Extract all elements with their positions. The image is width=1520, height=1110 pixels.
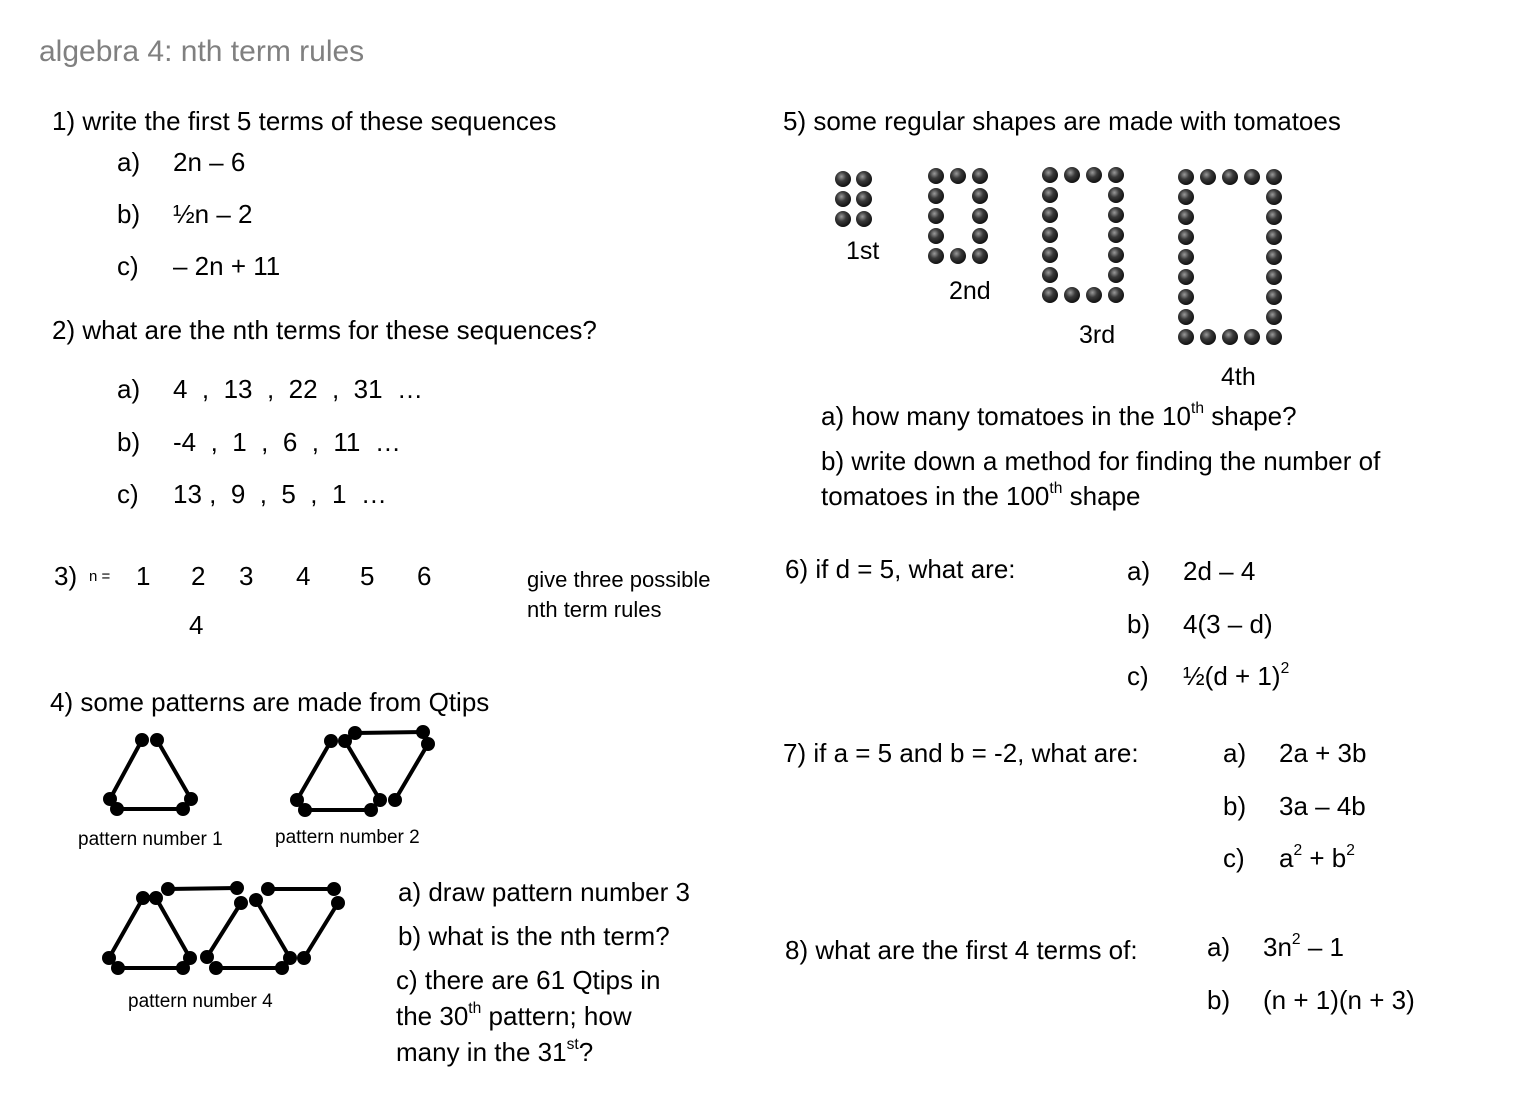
tomato: [1064, 167, 1080, 183]
tomato: [856, 211, 872, 227]
tomato: [1108, 287, 1124, 303]
q7-item-c: c) $a^2 + b^2$: [1223, 842, 1355, 873]
q5-prompt: 5) some regular shapes are made with tomatoes: [783, 106, 1341, 136]
tomato: [1178, 209, 1194, 225]
tomato: [856, 191, 872, 207]
q4-part-c: c) there are 61 Qtips in: [396, 965, 661, 995]
tomato: [856, 171, 872, 187]
q6-item-a: a) 2d – 4: [1127, 556, 1256, 586]
q1-item-a: a) 2n – 6: [117, 147, 246, 177]
pattern-label: pattern number 4: [128, 991, 273, 1012]
tomato: [950, 168, 966, 184]
tomato: [1244, 169, 1260, 185]
pattern-label: pattern number 2: [275, 827, 420, 848]
tomato: [1042, 167, 1058, 183]
tomato: [835, 191, 851, 207]
q8-item-b: b) (n + 1)(n + 3): [1207, 985, 1415, 1015]
tomato: [1200, 329, 1216, 345]
q2-prompt: 2) what are the nth terms for these sequences?: [52, 315, 597, 345]
tomato: [1266, 249, 1282, 265]
pattern-label: pattern number 1: [78, 829, 223, 850]
q3-n-value: 4: [296, 561, 311, 591]
tomato: [1266, 169, 1282, 185]
q3-n-value: 6: [417, 561, 432, 591]
tomato: [928, 168, 944, 184]
tomato: [1178, 229, 1194, 245]
tomato: [928, 188, 944, 204]
tomato: [972, 248, 988, 264]
q3-n-label: n =: [89, 568, 111, 585]
q5-part-b: b) write down a method for finding the number of: [821, 446, 1381, 476]
tomato: [928, 248, 944, 264]
q3-n-value: 2: [191, 561, 206, 591]
tomato: [1108, 267, 1124, 283]
q6-item-b: b) 4(3 – d): [1127, 609, 1273, 639]
tomato: [1042, 267, 1058, 283]
q6-prompt: 6) if d = 5, what are:: [785, 554, 1016, 584]
tomato: [972, 228, 988, 244]
q4-prompt: 4) some patterns are made from Qtips: [50, 687, 490, 717]
tomato: [1222, 169, 1238, 185]
tomato: [1042, 207, 1058, 223]
tomato: [1178, 329, 1194, 345]
q6-item-c: c) ½(d + 1)$^2$: [1127, 660, 1290, 691]
q8-prompt: 8) what are the first 4 terms of:: [785, 935, 1138, 965]
tomato: [1042, 247, 1058, 263]
tomato: [1266, 269, 1282, 285]
q7-item-a: a) 2a + 3b: [1223, 738, 1367, 768]
q3-instruction: give three possible: [527, 567, 711, 592]
tomato: [972, 188, 988, 204]
q2-item-a: a) 4 , 13 , 22 , 31 …: [117, 374, 424, 404]
tomato: [1108, 227, 1124, 243]
tomato: [1042, 187, 1058, 203]
tomato: [1178, 249, 1194, 265]
tomato: [835, 211, 851, 227]
q3-n-value: 1: [136, 561, 151, 591]
tomato: [1086, 287, 1102, 303]
shape-label: 1st: [846, 237, 880, 265]
tomato: [1200, 169, 1216, 185]
tomato: [1178, 309, 1194, 325]
tomato: [1266, 189, 1282, 205]
tomato: [1178, 169, 1194, 185]
q4-part-b: b) what is the nth term?: [398, 921, 670, 951]
tomato: [1222, 329, 1238, 345]
tomato: [1108, 167, 1124, 183]
q4-part-c: many in the 31st?: [396, 1036, 594, 1067]
shape-label: 3rd: [1079, 321, 1116, 349]
q3-instruction: nth term rules: [527, 597, 662, 622]
tomato: [928, 208, 944, 224]
tomato: [1266, 229, 1282, 245]
tomato: [1266, 309, 1282, 325]
tomato: [1108, 207, 1124, 223]
q3-n-value: 3: [239, 561, 254, 591]
q4-part-a: a) draw pattern number 3: [398, 877, 690, 907]
q7-prompt: 7) if a = 5 and b = -2, what are:: [783, 738, 1139, 768]
tomato: [972, 208, 988, 224]
q7-item-b: b) 3a – 4b: [1223, 791, 1366, 821]
tomato: [1266, 289, 1282, 305]
q3-n-value: 5: [360, 561, 375, 591]
q3-number: 3): [54, 561, 78, 591]
q5-part-a: a) how many tomatoes in the 10th shape?: [821, 400, 1297, 431]
q3-term-value: 4: [189, 610, 204, 640]
tomato: [1266, 209, 1282, 225]
shape-label: 4th: [1221, 363, 1256, 391]
tomato: [950, 248, 966, 264]
tomato: [1178, 269, 1194, 285]
tomato: [972, 168, 988, 184]
tomato: [1266, 329, 1282, 345]
q2-item-c: c) 13 , 9 , 5 , 1 …: [117, 479, 387, 509]
q5-part-b: tomatoes in the 100th shape: [821, 480, 1141, 511]
page-title: algebra 4: nth term rules: [39, 35, 365, 68]
tomato: [1178, 189, 1194, 205]
q1-item-c: c) – 2n + 11: [117, 251, 281, 281]
q1-prompt: 1) write the first 5 terms of these sequences: [52, 106, 557, 136]
tomato: [835, 171, 851, 187]
tomato: [928, 228, 944, 244]
q2-item-b: b) -4 , 1 , 6 , 11 …: [117, 427, 401, 457]
tomato: [1042, 227, 1058, 243]
q4-part-c: the 30th pattern; how: [396, 1000, 632, 1031]
q1-item-b: b) ½n – 2: [117, 199, 253, 229]
tomato: [1108, 187, 1124, 203]
tomato: [1244, 329, 1260, 345]
q8-item-a: a) $3n^2 - 1$: [1207, 931, 1344, 962]
tomato: [1108, 247, 1124, 263]
tomato: [1042, 287, 1058, 303]
tomato: [1064, 287, 1080, 303]
tomato: [1086, 167, 1102, 183]
tomato: [1178, 289, 1194, 305]
shape-label: 2nd: [949, 277, 991, 305]
